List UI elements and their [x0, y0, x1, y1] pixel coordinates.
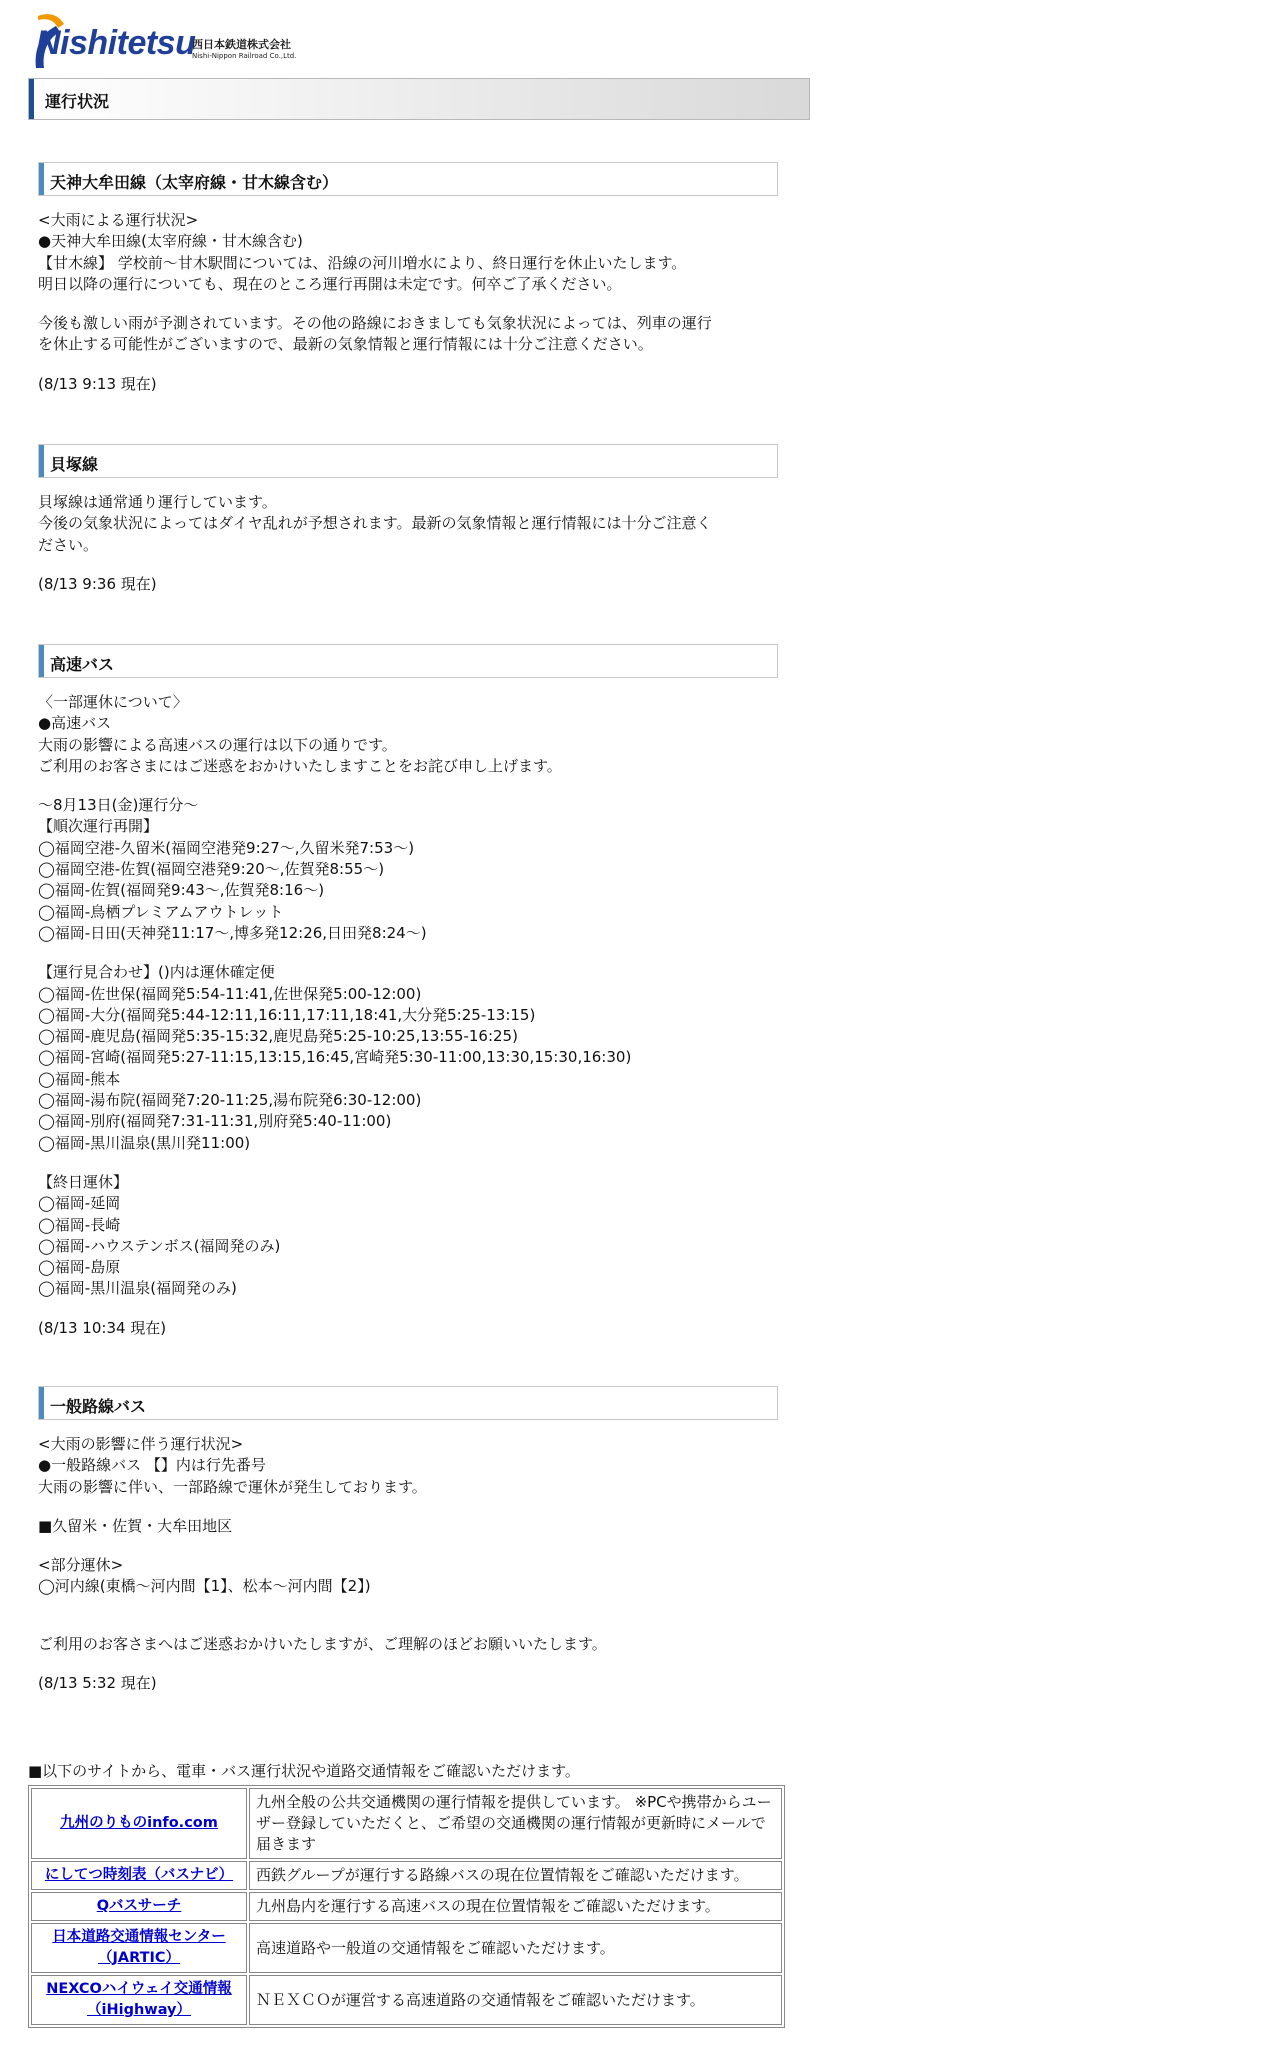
line-spacer	[38, 777, 778, 795]
line-spacer	[38, 1598, 778, 1616]
link-description: 九州島内を運行する高速バスの現在位置情報をご確認いただけます。	[249, 1892, 782, 1921]
status-line: ◯福岡-長崎	[38, 1215, 121, 1234]
link-row	[31, 1788, 782, 1859]
status-section	[38, 162, 778, 395]
link-cell	[31, 1975, 247, 2025]
status-line: 〈一部運休について〉	[38, 693, 188, 711]
status-line: ご利用のお客さまへはご迷惑おかけいたしますが、ご理解のほどお願いいたします。	[38, 1634, 607, 1653]
status-line: ●高速バス	[38, 714, 112, 733]
status-line: 今後の気象状況によってはダイヤ乱れが予想されます。最新の気象情報と運行情報には十分ご注意く	[38, 514, 712, 533]
line-spacer	[38, 1154, 778, 1172]
status-section	[38, 1386, 778, 1694]
status-line: 明日以降の運行についても、現在のところ運行再開は未定です。何卒ご了承ください。	[38, 274, 622, 293]
link-cell	[31, 1892, 247, 1921]
status-line: 大雨の影響に伴い、一部路線で運休が発生しております。	[38, 1477, 427, 1496]
section-heading	[38, 644, 778, 678]
page-title: 運行状況	[45, 92, 110, 111]
status-line: 大雨の影響による高速バスの運行は以下の通りです。	[38, 735, 397, 754]
external-site-link[interactable]: にしてつ時刻表（バスナビ）	[44, 1867, 234, 1883]
link-cell	[31, 1861, 247, 1890]
status-line: ◯福岡-熊本	[38, 1069, 121, 1088]
status-line: ◯福岡-島原	[38, 1258, 121, 1277]
external-site-link[interactable]: 日本道路交通情報センター（JARTIC）	[52, 1929, 226, 1966]
status-line: <大雨による運行状況>	[38, 211, 199, 229]
status-line: (8/13 9:13 現在)	[38, 374, 157, 393]
status-line: 今後も激しい雨が予測されています。その他の路線におきましても気象状況によっては、列車の運行	[38, 314, 712, 333]
section-body	[38, 1434, 778, 1694]
status-section	[38, 444, 778, 595]
status-line: <大雨の影響に伴う運行状況>	[38, 1435, 244, 1453]
external-site-link[interactable]: 九州のりものinfo.com	[60, 1815, 218, 1831]
status-line: 【甘木線】 学校前～甘木駅間については、沿線の河川増水により、終日運行を休止いたします。	[38, 253, 687, 272]
status-line: 【終日運休】	[38, 1172, 129, 1191]
status-line: 貝塚線は通常通り運行しています。	[38, 493, 277, 511]
page-title-bar	[28, 78, 810, 120]
section-title: 高速バス	[50, 655, 115, 674]
link-description: ＮＥＸＣＯが運営する高速道路の交通情報をご確認いただけます。	[249, 1975, 782, 2025]
status-line: ◯福岡-佐賀(福岡発9:43～,佐賀発8:16～)	[38, 881, 325, 900]
external-site-link[interactable]: NEXCOハイウェイ交通情報（iHighway）	[46, 1981, 232, 2018]
status-line: 【運行見合わせ】()内は運休確定便	[38, 963, 275, 982]
status-line: ◯河内線(東橋～河内間【1】、松本～河内間【2】)	[38, 1577, 371, 1596]
line-spacer	[38, 1655, 778, 1673]
status-line: ◯福岡-大分(福岡発5:44-12:11,16:11,17:11,18:41,大分発5:25-13:15)	[38, 1005, 536, 1024]
status-line: ◯福岡-ハウステンボス(福岡発のみ)	[38, 1236, 281, 1255]
status-line: ◯福岡空港-久留米(福岡空港発9:27～,久留米発7:53～)	[38, 838, 415, 857]
status-line: ◯福岡-佐世保(福岡発5:54-11:41,佐世保発5:00-12:00)	[38, 984, 422, 1003]
status-line: ●一般路線バス 【】内は行先番号	[38, 1456, 266, 1475]
section-body	[38, 692, 778, 1339]
status-line: (8/13 10:34 現在)	[38, 1318, 167, 1337]
status-line: (8/13 9:36 現在)	[38, 574, 157, 593]
company-name-jp: 西日本鉄道株式会社	[192, 38, 291, 51]
section-heading	[38, 1386, 778, 1420]
link-description: 西鉄グループが運行する路線バスの現在位置情報をご確認いただけます。	[249, 1861, 782, 1890]
link-cell	[31, 1788, 247, 1859]
status-line: ご利用のお客さまにはご迷惑をおかけいたしますことをお詫び申し上げます。	[38, 756, 562, 775]
status-line: ◯福岡-延岡	[38, 1194, 121, 1213]
status-line: ださい。	[38, 535, 99, 554]
link-row	[31, 1861, 782, 1890]
nishitetsu-logo	[30, 8, 330, 80]
status-line: (8/13 5:32 現在)	[38, 1674, 157, 1693]
status-line: ◯福岡-鳥栖プレミアムアウトレット	[38, 902, 284, 921]
line-spacer	[38, 1498, 778, 1516]
status-line: ■久留米・佐賀・大牟田地区	[38, 1516, 233, 1535]
links-intro: ■以下のサイトから、電車・バス運行状況や道路交通情報をご確認いただけます。	[28, 1762, 580, 1780]
status-line: ～8月13日(金)運行分～	[38, 796, 199, 815]
status-line: ◯福岡-宮崎(福岡発5:27-11:15,13:15,16:45,宮崎発5:30-11:00,13:30,15:30,16:30)	[38, 1048, 632, 1067]
status-section	[38, 644, 778, 1339]
status-line: ◯福岡-鹿児島(福岡発5:35-15:32,鹿児島発5:25-10:25,13:55-16:25)	[38, 1027, 518, 1046]
section-title: 天神大牟田線（太宰府線・甘木線含む）	[50, 173, 339, 192]
line-spacer	[38, 1537, 778, 1555]
status-line: ◯福岡-日田(天神発11:17～,博多発12:26,日田発8:24～)	[38, 923, 427, 942]
logo-wordmark: Nishitetsu	[36, 24, 196, 62]
link-cell	[31, 1923, 247, 1973]
section-title: 貝塚線	[50, 455, 99, 474]
section-heading	[38, 444, 778, 478]
line-spacer	[38, 944, 778, 962]
line-spacer	[38, 556, 778, 574]
section-heading	[38, 162, 778, 196]
company-name-en: Nishi-Nippon Railroad Co.,Ltd.	[192, 52, 297, 60]
section-title: 一般路線バス	[50, 1397, 147, 1416]
link-description: 九州全般の公共交通機関の運行情報を提供しています。 ※PCや携帯からユーザー登録していただくと、ご希望の交通機関の運行情報が更新時にメールで届きます	[249, 1788, 782, 1859]
section-body	[38, 210, 778, 395]
line-spacer	[38, 1300, 778, 1318]
status-line: ◯福岡-別府(福岡発7:31-11:31,別府発5:40-11:00)	[38, 1112, 392, 1131]
external-site-link[interactable]: Qバスサーチ	[96, 1898, 182, 1914]
status-line: ◯福岡空港-佐賀(福岡空港発9:20～,佐賀発8:55～)	[38, 860, 385, 879]
status-line: <部分運休>	[38, 1556, 124, 1575]
line-spacer	[38, 295, 778, 313]
status-line: ◯福岡-黒川温泉(黒川発11:00)	[38, 1133, 251, 1152]
line-spacer	[38, 1616, 778, 1634]
status-line: ◯福岡-湯布院(福岡発7:20-11:25,湯布院発6:30-12:00)	[38, 1091, 422, 1110]
section-body	[38, 492, 778, 595]
status-line: 【順次運行再開】	[38, 817, 159, 836]
link-row	[31, 1923, 782, 1973]
status-line: を休止する可能性がございますので、最新の気象情報と運行情報には十分ご注意ください。	[38, 335, 653, 354]
link-description: 高速道路や一般道の交通情報をご確認いただけます。	[249, 1923, 782, 1973]
status-line: ◯福岡-黒川温泉(福岡発のみ)	[38, 1279, 237, 1298]
related-links-table	[28, 1785, 785, 2028]
link-row	[31, 1975, 782, 2025]
link-row	[31, 1892, 782, 1921]
line-spacer	[38, 356, 778, 374]
status-line: ●天神大牟田線(太宰府線・甘木線含む)	[38, 232, 303, 251]
